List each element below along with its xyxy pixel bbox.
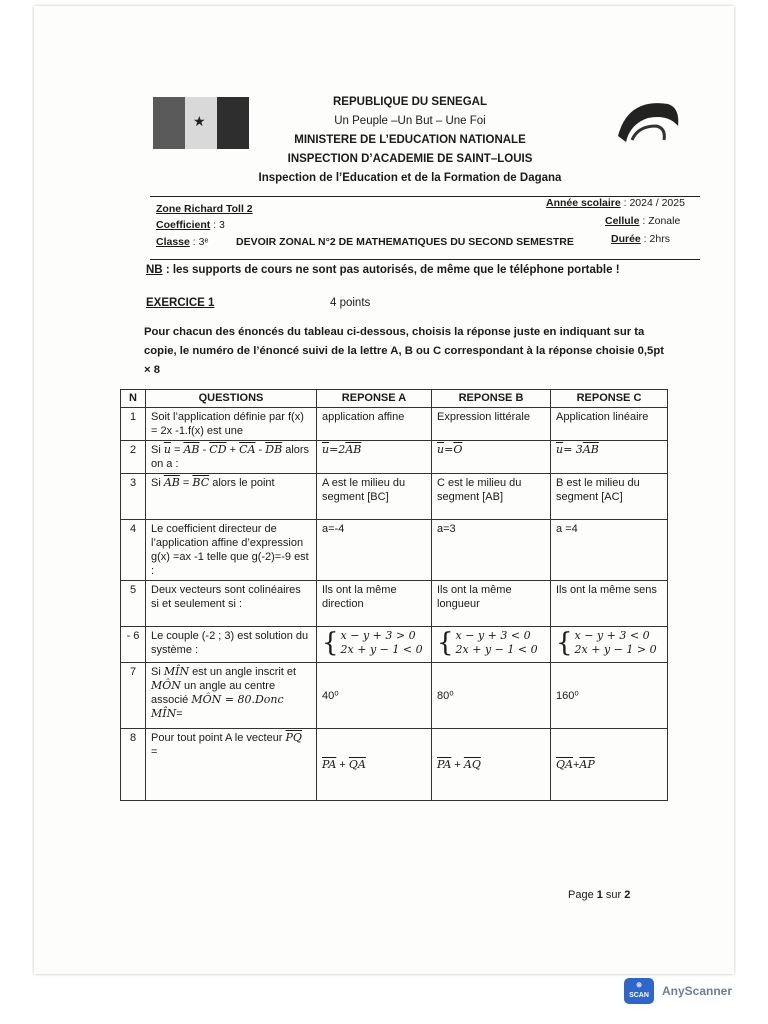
coefficient-label: Coefficient bbox=[156, 219, 211, 231]
vector-bc: $\overline{BC}$ bbox=[192, 476, 210, 489]
row-number: 3 bbox=[121, 474, 146, 520]
answer-c-cell bbox=[551, 627, 668, 663]
page-total: 2 bbox=[624, 889, 631, 901]
answer-a-cell bbox=[317, 729, 432, 801]
question-cell bbox=[146, 474, 317, 520]
question-text: - bbox=[199, 444, 210, 456]
question-cell: Le couple (-2 ; 3) est solution du système : bbox=[146, 627, 317, 663]
answer-b-cell bbox=[432, 729, 551, 801]
vector-pq: $\overline{PQ}$ bbox=[285, 731, 302, 744]
question-text: Si bbox=[151, 444, 164, 456]
operator: + bbox=[336, 758, 349, 771]
vector-qa: $\overline{QA}$ bbox=[348, 757, 366, 771]
answer-c-cell bbox=[551, 441, 668, 474]
document-header bbox=[240, 93, 580, 188]
classe-value: : 3ᵉ bbox=[189, 236, 209, 248]
answer-a-cell: a=-4 bbox=[317, 520, 432, 581]
cellule-line bbox=[605, 215, 680, 227]
answer-b-cell bbox=[432, 441, 551, 474]
inequation-1: x − y + 3 > 0 bbox=[340, 629, 416, 642]
row-number: 8 bbox=[121, 729, 146, 801]
classe-line bbox=[156, 236, 208, 248]
question-text: = bbox=[176, 708, 183, 720]
answer-b-cell bbox=[432, 627, 551, 663]
emblem-icon bbox=[608, 96, 686, 154]
table-row bbox=[121, 581, 668, 627]
vector-ca: $\overline{CA}$ bbox=[239, 443, 256, 456]
inequation-2: 2x + y − 1 < 0 bbox=[455, 643, 538, 656]
operator: + bbox=[572, 758, 580, 771]
question-text: = bbox=[179, 477, 193, 489]
table-row bbox=[121, 627, 668, 663]
inequation-2: 2x + y − 1 < 0 bbox=[340, 643, 423, 656]
angle-mon: MÔN bbox=[191, 693, 222, 706]
answer-text: =2 bbox=[329, 443, 346, 456]
motto: Un Peuple –Un But – Une Foi bbox=[334, 115, 486, 127]
question-cell: Le coefficient directeur de l’application affine d’expression g(x) =ax -1 telle que g(-2)=-9 est : bbox=[146, 520, 317, 581]
answer-a-cell: Ils ont la même direction bbox=[317, 581, 432, 627]
question-text: alors on a : bbox=[151, 444, 310, 470]
anyscanner-watermark bbox=[624, 978, 732, 1004]
vector-pa: $\overline{PA}$ bbox=[322, 757, 337, 771]
answer-b-cell: Ils ont la même longueur bbox=[432, 581, 551, 627]
annee-line bbox=[546, 197, 685, 209]
answer-b-cell: C est le milieu du segment [AB] bbox=[432, 474, 551, 520]
cellule-value: : Zonale bbox=[639, 215, 681, 227]
scanner-icon-text: SCAN bbox=[629, 992, 649, 999]
question-cell: Soit l’application définie par f(x) = 2x -1.f(x) est une bbox=[146, 408, 317, 441]
coefficient-line bbox=[156, 219, 225, 231]
question-cell bbox=[146, 441, 317, 474]
answer-text: = bbox=[444, 443, 454, 456]
answer-c-cell: 160⁰ bbox=[551, 663, 668, 729]
annee-label: Année scolaire bbox=[546, 197, 621, 209]
nb-text: : les supports de cours ne sont pas autorisés, de même que le téléphone portable ! bbox=[162, 264, 620, 276]
question-text: = bbox=[151, 746, 158, 758]
vector-ab: $\overline{AB}$ bbox=[163, 476, 180, 489]
vector-u: $\overline{u}$ bbox=[437, 443, 445, 456]
questions-table bbox=[120, 389, 668, 801]
scanner-logo-icon: ⊚ SCAN bbox=[624, 978, 654, 1004]
answer-c-cell: Ils ont la même sens bbox=[551, 581, 668, 627]
answer-a-cell: 40⁰ bbox=[317, 663, 432, 729]
devoir-title: DEVOIR ZONAL N°2 DE MATHEMATIQUES DU SECOND SEMESTRE bbox=[236, 236, 574, 248]
brace-icon: { bbox=[322, 628, 339, 658]
duree-line bbox=[611, 233, 670, 245]
inequation-1: x − y + 3 < 0 bbox=[574, 629, 650, 642]
angle-min: MÎN bbox=[151, 707, 177, 720]
vector-pa: $\overline{PA}$ bbox=[437, 757, 452, 771]
table-row bbox=[121, 663, 668, 729]
header-reponse-c: REPONSE C bbox=[551, 390, 668, 408]
vector-u: $\overline{u}$ bbox=[556, 443, 564, 456]
vector-ab: $\overline{AB}$ bbox=[183, 443, 200, 456]
zone-label: Zone Richard Toll 2 bbox=[156, 203, 253, 215]
question-cell bbox=[146, 729, 317, 801]
row-number: 1 bbox=[121, 408, 146, 441]
question-text: - bbox=[255, 444, 266, 456]
annee-value: : 2024 / 2025 bbox=[620, 197, 685, 209]
answer-c-cell: B est le milieu du segment [AC] bbox=[551, 474, 668, 520]
row-number: 2 bbox=[121, 441, 146, 474]
page-number bbox=[568, 889, 630, 901]
question-text: alors le point bbox=[209, 477, 275, 489]
answer-a-cell bbox=[317, 441, 432, 474]
table-row bbox=[121, 520, 668, 581]
table-row bbox=[121, 441, 668, 474]
table-row bbox=[121, 408, 668, 441]
scanner-name: AnyScanner bbox=[662, 984, 733, 998]
answer-b-cell: 80⁰ bbox=[432, 663, 551, 729]
exercise-points: 4 points bbox=[330, 297, 371, 309]
exercise-instruction: Pour chacun des énoncés du tableau ci-dessous, choisis la réponse juste en indiquant sur ta copie, le numéro de l’énoncé suivi de la lettre A, B ou C correspondant à la réponse choisie 0,5pt × 8 bbox=[144, 326, 664, 376]
header-reponse-b: REPONSE B bbox=[432, 390, 551, 408]
answer-a-cell: application affine bbox=[317, 408, 432, 441]
question-text: Si bbox=[151, 477, 164, 489]
answer-a-cell: A est le milieu du segment [BC] bbox=[317, 474, 432, 520]
vector-aq: $\overline{AQ}$ bbox=[463, 757, 481, 771]
inequation-2: 2x + y − 1 > 0 bbox=[574, 643, 657, 656]
vector-u: $\overline{u}$ bbox=[322, 443, 330, 456]
ief-title: Inspection de l’Education et de la Formation de Dagana bbox=[258, 172, 562, 184]
angle-mon: MÔN bbox=[151, 679, 181, 692]
page-current: 1 bbox=[596, 889, 603, 901]
header-reponse-a: REPONSE A bbox=[317, 390, 432, 408]
vector-o: $\overline{O}$ bbox=[453, 443, 463, 456]
vector-db: $\overline{DB}$ bbox=[265, 443, 283, 456]
operator: + bbox=[451, 758, 464, 771]
brace-icon: { bbox=[556, 628, 573, 658]
row-number: 7 bbox=[121, 663, 146, 729]
duree-label: Durée bbox=[611, 233, 641, 245]
inequation-1: x − y + 3 < 0 bbox=[455, 629, 531, 642]
answer-c-cell bbox=[551, 729, 668, 801]
cellule-label: Cellule bbox=[605, 215, 640, 227]
row-number: 5 bbox=[121, 581, 146, 627]
question-text: Si bbox=[151, 666, 164, 678]
row-number: - 6 bbox=[121, 627, 146, 663]
republic-title: REPUBLIQUE DU SENEGAL bbox=[333, 96, 487, 108]
answer-b-cell: a=3 bbox=[432, 520, 551, 581]
vector-ab: $\overline{AB}$ bbox=[582, 443, 599, 456]
inspection-title: INSPECTION D’ACADEMIE DE SAINT–LOUIS bbox=[287, 153, 533, 165]
answer-c-cell: a =4 bbox=[551, 520, 668, 581]
vector-qa: $\overline{QA}$ bbox=[556, 757, 573, 771]
exam-info-box bbox=[150, 196, 700, 260]
table-row bbox=[121, 474, 668, 520]
vector-cd: $\overline{CD}$ bbox=[209, 443, 227, 456]
exercise-title: EXERCICE 1 bbox=[146, 297, 215, 309]
nb-note bbox=[146, 264, 620, 276]
nb-label: NB bbox=[146, 264, 163, 276]
duree-value: : 2hrs bbox=[640, 233, 670, 245]
star-icon: ★ bbox=[193, 113, 206, 129]
classe-label: Classe bbox=[156, 236, 190, 248]
page-mid: sur bbox=[602, 889, 625, 901]
question-cell: Deux vecteurs sont colinéaires si et seulement si : bbox=[146, 581, 317, 627]
coefficient-value: : 3 bbox=[210, 219, 225, 231]
answer-b-cell: Expression littérale bbox=[432, 408, 551, 441]
question-text: = 80.Donc bbox=[221, 693, 284, 706]
answer-a-cell bbox=[317, 627, 432, 663]
answer-text: = 3 bbox=[563, 443, 583, 456]
question-cell bbox=[146, 663, 317, 729]
brace-icon: { bbox=[437, 628, 454, 658]
question-text: Pour tout point A le vecteur bbox=[151, 732, 286, 744]
question-text: un angle au centre associé bbox=[151, 680, 276, 706]
answer-c-cell: Application linéaire bbox=[551, 408, 668, 441]
header-questions: QUESTIONS bbox=[146, 390, 317, 408]
senegal-flag-image bbox=[153, 97, 249, 149]
table-header-row bbox=[121, 390, 668, 408]
vector-u: $\overline{u}$ bbox=[163, 443, 171, 456]
table-row bbox=[121, 729, 668, 801]
angle-min: MÎN bbox=[163, 665, 190, 678]
ministry-title: MINISTERE DE L’EDUCATION NATIONALE bbox=[294, 134, 526, 146]
question-text: est un angle inscrit et bbox=[189, 666, 297, 678]
vector-ab: $\overline{AB}$ bbox=[345, 443, 362, 456]
header-n: N bbox=[121, 390, 146, 408]
question-text: = bbox=[170, 444, 184, 456]
page-prefix: Page bbox=[568, 889, 597, 901]
vector-ap: $\overline{AP}$ bbox=[579, 757, 595, 771]
row-number: 4 bbox=[121, 520, 146, 581]
question-text: + bbox=[226, 444, 240, 456]
